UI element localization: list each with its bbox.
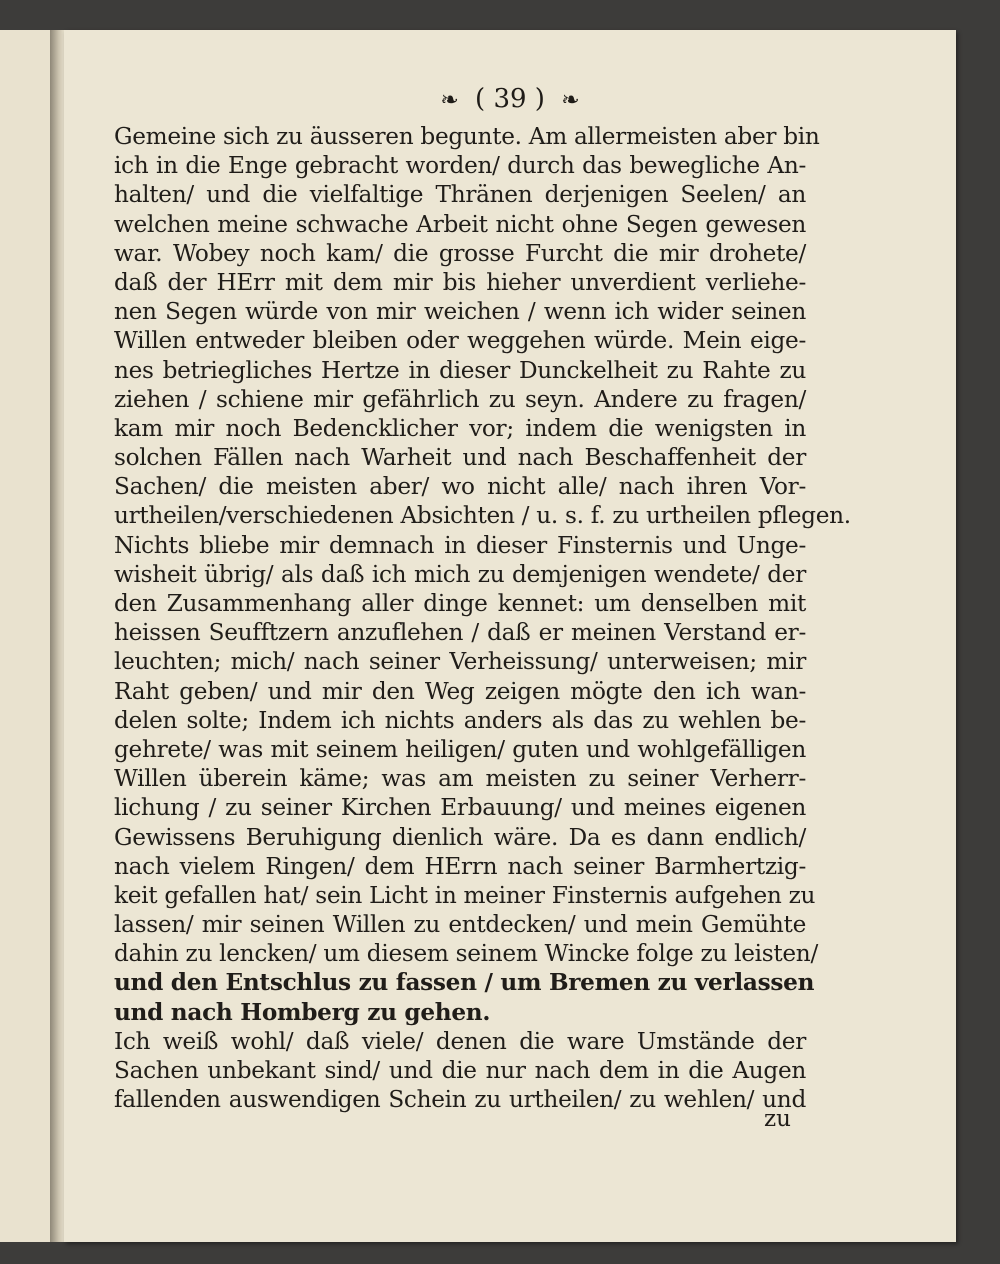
text-line: nes betriegliches Hertze in dieser Dunckelheit zu Rahte zu: [114, 356, 806, 384]
text-line: daß der HErr mit dem mir bis hieher unverdient verliehe-: [114, 268, 806, 296]
text-line: heissen Seufftzern anzuflehen / daß er meinen Verstand er-: [114, 619, 806, 647]
text-line: halten/ und die vielfaltige Thränen derjenigen Seelen/ an: [114, 181, 806, 209]
text-line: ziehen / schiene mir gefährlich zu seyn. Andere zu fragen/: [114, 385, 806, 413]
text-line: Gemeine sich zu äusseren begunte. Am allermeisten aber bin: [114, 123, 820, 150]
text-line: Nichts bliebe mir demnach in dieser Finsternis und Unge-: [114, 531, 806, 559]
page-number: ( 39 ): [475, 84, 545, 114]
text-line: und nach Homberg zu gehen.: [114, 998, 491, 1026]
text-line: fallenden auswendigen Schein zu urtheilen/ zu wehlen/ und: [114, 1086, 806, 1114]
text-line: welchen meine schwache Arbeit nicht ohne Segen gewesen: [114, 210, 806, 238]
text-line: Sachen/ die meisten aber/ wo nicht alle/ nach ihren Vor-: [114, 473, 806, 501]
text-line: Gewissens Beruhigung dienlich wäre. Da es dann endlich/: [114, 823, 806, 851]
book-gutter: [50, 30, 64, 1242]
body-text: [114, 122, 851, 1114]
text-line: urtheilen/verschiedenen Absichten / u. s. f. zu urtheilen pflegen.: [114, 502, 851, 530]
text-line: keit gefallen hat/ sein Licht in meiner Finsternis aufgehen zu: [114, 881, 816, 909]
text-line: Willen entweder bleiben oder weggehen würde. Mein eige-: [114, 327, 806, 355]
ornament-left-icon: ❧: [440, 88, 459, 113]
ornament-right-icon: ❧: [561, 88, 580, 113]
text-line: gehrete/ was mit seinem heiligen/ guten und wohlgefälligen: [114, 735, 806, 763]
text-line: wisheit übrig/ als daß ich mich zu demjenigen wendete/ der: [114, 560, 806, 588]
page-header: [64, 84, 956, 114]
text-line: lassen/ mir seinen Willen zu entdecken/ und mein Gemühte: [114, 911, 806, 939]
text-line: leuchten; mich/ nach seiner Verheissung/ unterweisen; mir: [114, 648, 806, 676]
text-line: dahin zu lencken/ um diesem seinem Wincke folge zu leisten/: [114, 940, 818, 968]
text-line: solchen Fällen nach Warheit und nach Beschaffenheit der: [114, 444, 806, 472]
text-line: delen solte; Indem ich nichts anders als das zu wehlen be-: [114, 706, 806, 734]
text-line: kam mir noch Bedencklicher vor; indem die wenigsten in: [114, 414, 806, 442]
left-page-edge: [0, 30, 51, 1242]
catchword: zu: [764, 1106, 791, 1132]
text-line: Willen überein käme; was am meisten zu seiner Verherr-: [114, 765, 806, 793]
book-page: [64, 30, 956, 1242]
text-line: nen Segen würde von mir weichen / wenn ich wider seinen: [114, 298, 806, 326]
text-line: nach vielem Ringen/ dem HErrn nach seiner Barmhertzig-: [114, 852, 806, 880]
text-line: war. Wobey noch kam/ die grosse Furcht die mir drohete/: [114, 239, 806, 267]
text-line: und den Entschlus zu fassen / um Bremen zu verlassen: [114, 969, 815, 997]
text-line: Ich weiß wohl/ daß viele/ denen die ware Umstände der: [114, 1027, 806, 1055]
text-line: Sachen unbekant sind/ und die nur nach dem in die Augen: [114, 1057, 806, 1084]
text-line: ich in die Enge gebracht worden/ durch das bewegliche An-: [114, 152, 806, 180]
text-line: den Zusammenhang aller dinge kennet: um denselben mit: [114, 590, 806, 617]
text-line: Raht geben/ und mir den Weg zeigen mögte den ich wan-: [114, 677, 806, 705]
text-line: lichung / zu seiner Kirchen Erbauung/ und meines eigenen: [114, 794, 806, 822]
